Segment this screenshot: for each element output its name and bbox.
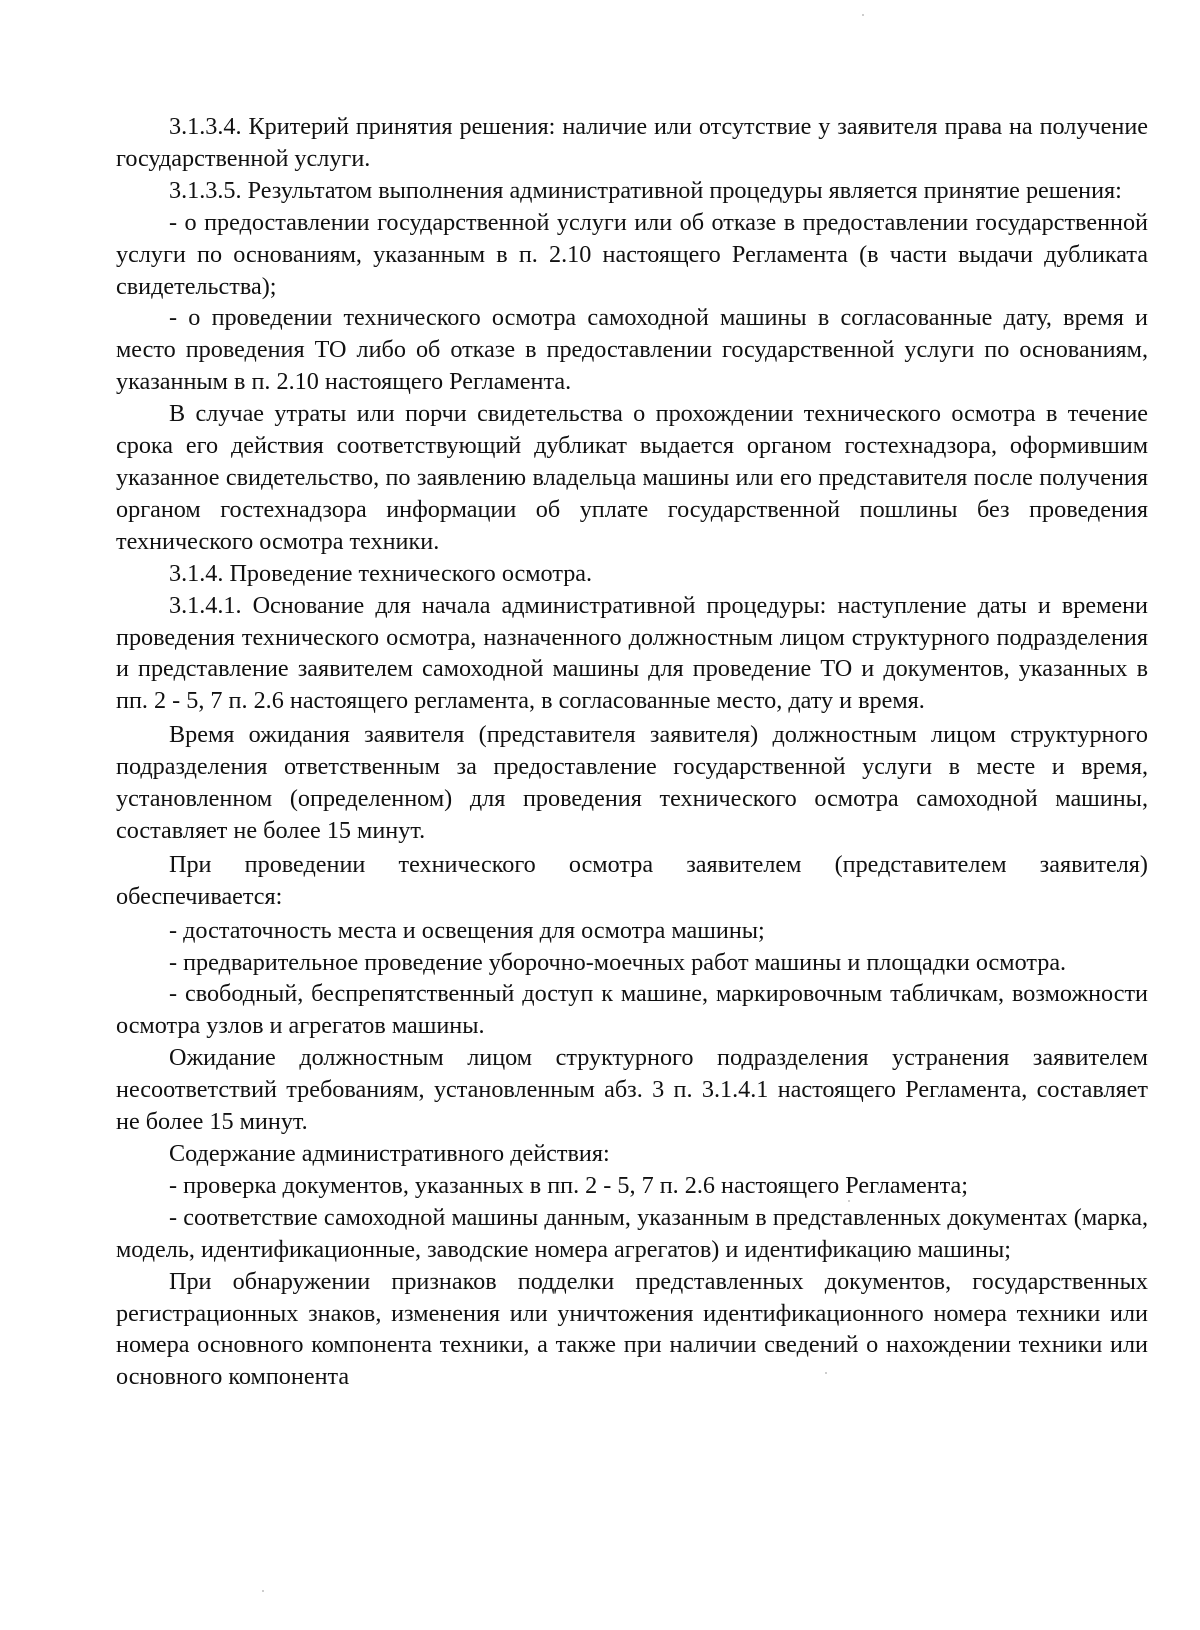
list-item: - о проведении технического осмотра самоходной машины в согласованные дату, время и место проведения ТО либо об отказе в предоставлении государственной услуги по основаниям, указанным в п. 2.10 настоящего Регламента.	[116, 304, 1148, 396]
paragraph-3-1-3-4: 3.1.3.4. Критерий принятия решения: наличие или отсутствие у заявителя права на получение государственной услуги.	[116, 113, 1148, 172]
list-item: - предварительное проведение уборочно-моечных работ машины и площадки осмотра.	[169, 948, 1067, 976]
list-item: - достаточность места и освещения для осмотра машины;	[169, 916, 765, 944]
list-item: - соответствие самоходной машины данным, указанным в представленных документах (марка, модель, идентификационные, заводские номера агрегатов) и идентификацию машины;	[116, 1203, 1148, 1263]
document-body	[116, 111, 1148, 1393]
paragraph-3-1-4-1: 3.1.4.1. Основание для начала административной процедуры: наступление даты и времени проведения технического осмотра, назначенного должностным лицом структурного подразделения и представление заявителем самоходной машины для проведение ТО и документов, указанных в пп. 2 - 5, 7 п. 2.6 настоящего регламента, в согласованные место, дату и время.	[116, 591, 1148, 715]
list-item: - о предоставлении государственной услуги или об отказе в предоставлении государственной услуги по основаниям, указанным в п. 2.10 настоящего Регламента (в части выдачи дубликата свидетельства);	[116, 208, 1148, 300]
paragraph-waiting-time: Время ожидания заявителя (представителя заявителя) должностным лицом структурного подразделения ответственным за предоставление государственной услуги в месте и время, установленном (определенном) для проведения технического осмотра самоходной машины, составляет не более 15 минут.	[116, 721, 1148, 844]
paragraph-action-content: Содержание административного действия:	[169, 1140, 610, 1167]
section-heading-3-1-4: 3.1.4. Проведение технического осмотра.	[169, 559, 593, 587]
paragraph-3-1-3-5: 3.1.3.5. Результатом выполнения административной процедуры является принятие решения:	[169, 176, 1122, 204]
list-item: - проверка документов, указанных в пп. 2 - 5, 7 п. 2.6 настоящего Регламента;	[169, 1171, 968, 1199]
scan-speck	[862, 14, 864, 16]
paragraph-inspection-conditions: При проведении технического осмотра заявителем (представителем заявителя) обеспечивается:	[116, 850, 1148, 910]
paragraph-duplicate-certificate: В случае утраты или порчи свидетельства о прохождении технического осмотра в течение срока его действия соответствующий дубликат выдается органом гостехнадзора, оформившим указанное свидетельство, по заявлению владельца машины или его представителя после получения органом гостехнадзора информации об уплате государственной пошлины без проведения технического осмотра техники.	[116, 400, 1148, 555]
paragraph-waiting-correction: Ожидание должностным лицом структурного подразделения устранения заявителем несоответствий требованиям, установленным абз. 3 п. 3.1.4.1 настоящего Регламента, составляет не более 15 минут.	[116, 1044, 1148, 1136]
list-item: - свободный, беспрепятственный доступ к машине, маркировочным табличкам, возможности осмотра узлов и агрегатов машины.	[116, 980, 1148, 1040]
paragraph-forgery-detection: При обнаружении признаков подделки представленных документов, государственных регистрационных знаков, изменения или уничтожения идентификационного номера техники или номера основного компонента техники, а также при наличии сведений о нахождении техники или основного компонента	[116, 1267, 1148, 1391]
scan-speck	[262, 1590, 264, 1592]
